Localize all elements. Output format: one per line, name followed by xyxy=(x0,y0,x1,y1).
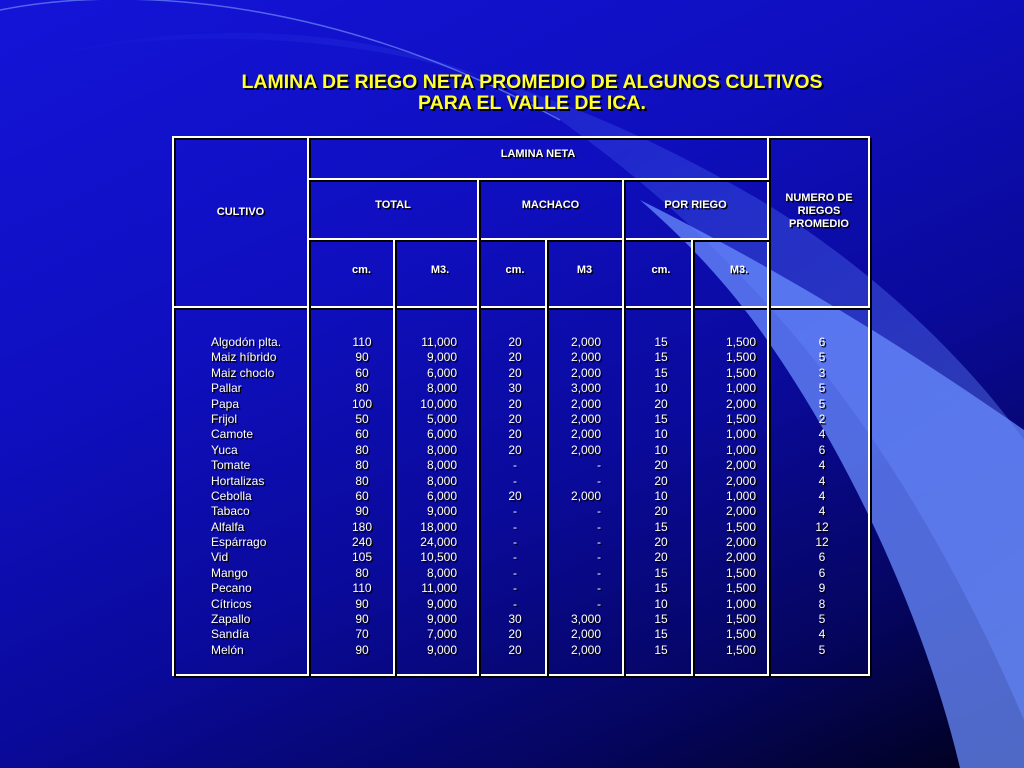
table-cell-numero: 6 xyxy=(818,565,826,580)
table-cell-machaco-m3: 2,000 xyxy=(570,335,601,349)
table-cell-machaco-m3: 2,000 xyxy=(570,642,601,657)
unit-riego-cm: cm. xyxy=(651,264,671,276)
table-cell-riego-cm: 20 xyxy=(654,504,668,519)
title-line-2: PARA EL VALLE DE ICA. xyxy=(418,92,646,114)
unit-machaco-cm: cm. xyxy=(505,264,525,276)
table-cell-total-m3: 11,000 xyxy=(421,581,457,596)
table-cell-total-m3: 9,000 xyxy=(426,596,457,611)
col-divider-riego-m3 xyxy=(691,238,693,676)
table-cell-machaco-cm: 20 xyxy=(508,411,522,426)
col-divider-machaco xyxy=(477,178,479,676)
table-cell-machaco-m3: 3,000 xyxy=(570,381,601,396)
table-cell-numero: 5 xyxy=(818,612,826,627)
table-cell-numero: 4 xyxy=(818,488,826,503)
table-cell-riego-cm: 10 xyxy=(654,488,668,503)
table-cell-numero: 2 xyxy=(818,411,826,426)
header-numero-riegos: NUMERO DE RIEGOS PROMEDIO xyxy=(785,192,853,230)
table-cell-machaco-m3: 2,000 xyxy=(570,427,601,442)
table-border-bottom xyxy=(172,674,870,676)
table-cell-cultivo: Melón xyxy=(211,642,244,657)
column-cultivo xyxy=(211,335,306,658)
table-cell-numero: 4 xyxy=(818,458,826,473)
table-cell-cultivo: Maiz híbrido xyxy=(211,350,277,365)
table-cell-riego-cm: 15 xyxy=(654,335,668,349)
table-cell-cultivo: Alfalfa xyxy=(211,519,245,534)
table-cell-riego-cm: 15 xyxy=(654,365,668,380)
table-cell-riego-m3: 2,000 xyxy=(725,504,756,519)
table-cell-cultivo: Zapallo xyxy=(211,612,251,627)
table-cell-riego-m3: 1,500 xyxy=(725,350,756,365)
column-riego-m3 xyxy=(694,335,756,658)
table-cell-cultivo: Maiz choclo xyxy=(211,365,275,380)
unit-machaco-m3: M3 xyxy=(576,264,593,276)
table-cell-machaco-cm: 20 xyxy=(508,396,522,411)
col-divider-cultivo xyxy=(307,136,309,676)
table-cell-riego-cm: 20 xyxy=(654,396,668,411)
table-cell-total-cm: 110 xyxy=(352,335,372,349)
table-cell-machaco-m3: - xyxy=(597,596,601,611)
table-cell-numero: 4 xyxy=(818,427,826,442)
table-cell-total-m3: 18,000 xyxy=(420,519,457,534)
table-cell-numero: 6 xyxy=(818,442,826,457)
unit-total-cm: cm. xyxy=(352,264,371,276)
table-cell-machaco-m3: - xyxy=(597,565,601,580)
header-machaco: MACHACO xyxy=(521,199,580,211)
table-cell-machaco-m3: 2,000 xyxy=(570,365,601,380)
table-cell-machaco-m3: 2,000 xyxy=(570,396,601,411)
table-cell-numero: 5 xyxy=(818,350,826,365)
table-cell-riego-cm: 20 xyxy=(654,535,668,550)
table-cell-numero: 5 xyxy=(818,642,826,657)
table-cell-total-cm: 80 xyxy=(355,458,369,473)
column-total-m3 xyxy=(396,335,457,658)
header-divider xyxy=(172,306,870,308)
table-cell-riego-m3: 1,000 xyxy=(725,427,756,442)
table-cell-cultivo: Cítricos xyxy=(211,596,252,611)
table-cell-machaco-m3: 3,000 xyxy=(570,612,601,627)
table-cell-cultivo: Tomate xyxy=(211,458,251,473)
table-cell-machaco-m3: - xyxy=(597,535,601,550)
table-cell-riego-cm: 10 xyxy=(654,596,668,611)
table-cell-total-cm: 80 xyxy=(355,565,369,580)
table-border-right xyxy=(868,136,870,676)
table-cell-machaco-m3: - xyxy=(597,458,601,473)
table-cell-riego-cm: 10 xyxy=(654,381,668,396)
table-cell-cultivo: Vid xyxy=(211,550,229,565)
table-cell-machaco-m3: 2,000 xyxy=(570,350,601,365)
table-cell-riego-m3: 1,500 xyxy=(725,612,756,627)
table-cell-numero: 5 xyxy=(818,381,826,396)
table-cell-riego-m3: 1,500 xyxy=(725,411,756,426)
table-cell-total-m3: 7,000 xyxy=(426,627,457,642)
table-cell-total-m3: 8,000 xyxy=(426,565,457,580)
table-cell-machaco-cm: 20 xyxy=(508,335,522,349)
table-cell-cultivo: Camote xyxy=(211,427,254,442)
table-cell-total-m3: 24,000 xyxy=(420,535,457,550)
table-cell-total-cm: 90 xyxy=(355,350,369,365)
table-cell-total-cm: 90 xyxy=(355,612,369,627)
table-cell-riego-m3: 1,000 xyxy=(725,381,756,396)
table-cell-numero: 3 xyxy=(818,365,826,380)
column-machaco-m3 xyxy=(548,335,601,658)
table-cell-numero: 4 xyxy=(818,473,826,488)
table-cell-machaco-cm: 20 xyxy=(508,442,522,457)
table-cell-machaco-cm: - xyxy=(513,458,517,473)
table-cell-total-m3: 10,000 xyxy=(420,396,457,411)
table-cell-riego-m3: 1,000 xyxy=(725,596,756,611)
table-cell-total-cm: 60 xyxy=(355,365,369,380)
table-cell-riego-cm: 20 xyxy=(654,473,668,488)
table-cell-total-m3: 9,000 xyxy=(426,504,457,519)
table-cell-machaco-cm: 20 xyxy=(508,488,522,503)
table-cell-riego-cm: 15 xyxy=(654,519,668,534)
table-cell-total-cm: 80 xyxy=(355,381,369,396)
table-cell-riego-cm: 10 xyxy=(654,442,668,457)
table-cell-machaco-cm: 20 xyxy=(508,427,522,442)
table-cell-cultivo: Sandía xyxy=(211,627,250,642)
table-cell-machaco-cm: 30 xyxy=(508,381,522,396)
table-cell-machaco-m3: - xyxy=(597,581,601,596)
table-cell-total-cm: 80 xyxy=(355,442,369,457)
table-cell-riego-cm: 20 xyxy=(654,458,668,473)
table-cell-total-m3: 6,000 xyxy=(426,488,457,503)
table-cell-riego-cm: 15 xyxy=(654,565,668,580)
table-cell-riego-cm: 20 xyxy=(654,550,668,565)
col-divider-total-m3 xyxy=(393,238,395,676)
table-cell-total-m3: 5,000 xyxy=(426,411,457,426)
table-cell-riego-cm: 15 xyxy=(654,627,668,642)
column-numero-riegos xyxy=(802,335,842,658)
table-cell-cultivo: Hortalizas xyxy=(211,473,265,488)
table-cell-cultivo: Pecano xyxy=(211,581,252,596)
table-cell-total-cm: 180 xyxy=(351,519,373,534)
unit-riego-m3: M3. xyxy=(729,264,749,276)
table-cell-machaco-cm: 20 xyxy=(508,642,522,657)
table-cell-machaco-cm: - xyxy=(513,596,517,611)
table-cell-cultivo: Papa xyxy=(211,396,240,411)
table-cell-total-m3: 9,000 xyxy=(426,642,457,657)
table-cell-machaco-cm: - xyxy=(513,473,517,488)
title-line-1: LAMINA DE RIEGO NETA PROMEDIO DE ALGUNOS CULTIVOS xyxy=(241,71,823,93)
table-cell-numero: 6 xyxy=(818,335,826,349)
table-cell-riego-m3: 1,500 xyxy=(725,642,756,657)
table-cell-total-m3: 6,000 xyxy=(426,427,457,442)
table-cell-riego-m3: 1,500 xyxy=(725,519,756,534)
header-por-riego: POR RIEGO xyxy=(664,199,727,211)
table-cell-riego-m3: 1,500 xyxy=(725,335,756,349)
table-cell-riego-cm: 15 xyxy=(654,612,668,627)
table-cell-cultivo: Algodón plta. xyxy=(211,335,282,349)
table-cell-riego-cm: 15 xyxy=(654,581,668,596)
table-cell-machaco-cm: 20 xyxy=(508,365,522,380)
table-cell-total-m3: 8,000 xyxy=(426,473,457,488)
table-cell-machaco-m3: 2,000 xyxy=(570,488,601,503)
table-cell-numero: 6 xyxy=(818,550,826,565)
table-cell-total-cm: 110 xyxy=(352,581,372,596)
table-cell-machaco-cm: - xyxy=(513,550,517,565)
table-cell-riego-m3: 2,000 xyxy=(725,396,756,411)
table-cell-numero: 4 xyxy=(818,504,826,519)
table-cell-machaco-cm: - xyxy=(513,581,517,596)
table-cell-machaco-cm: - xyxy=(513,565,517,580)
table-cell-numero: 12 xyxy=(815,519,829,534)
subgroup-divider xyxy=(309,238,767,240)
table-cell-riego-m3: 1,000 xyxy=(725,488,756,503)
lamina-neta-divider xyxy=(309,178,767,180)
col-divider-riego xyxy=(622,178,624,676)
table-cell-riego-m3: 1,000 xyxy=(725,442,756,457)
table-cell-riego-m3: 2,000 xyxy=(725,535,756,550)
table-cell-total-m3: 8,000 xyxy=(426,458,457,473)
table-cell-riego-cm: 15 xyxy=(654,411,668,426)
table-cell-total-cm: 70 xyxy=(355,627,369,642)
table-cell-machaco-m3: 2,000 xyxy=(570,442,601,457)
table-cell-riego-cm: 15 xyxy=(654,642,668,657)
table-cell-total-cm: 100 xyxy=(351,396,373,411)
table-cell-cultivo: Cebolla xyxy=(211,488,252,503)
col-divider-machaco-m3 xyxy=(545,238,547,676)
table-cell-total-cm: 90 xyxy=(355,504,369,519)
table-cell-machaco-m3: 2,000 xyxy=(570,627,601,642)
table-cell-riego-m3: 1,500 xyxy=(725,581,756,596)
table-cell-machaco-m3: - xyxy=(597,473,601,488)
column-riego-cm xyxy=(641,335,681,658)
table-cell-machaco-m3: - xyxy=(597,519,601,534)
header-total: TOTAL xyxy=(375,199,411,211)
table-cell-numero: 9 xyxy=(818,581,826,596)
table-cell-riego-m3: 2,000 xyxy=(725,458,756,473)
table-cell-total-m3: 6,000 xyxy=(426,365,457,380)
table-cell-riego-cm: 10 xyxy=(654,427,668,442)
table-cell-riego-cm: 15 xyxy=(654,350,668,365)
table-cell-total-m3: 9,000 xyxy=(426,350,457,365)
table-cell-riego-m3: 2,000 xyxy=(725,550,756,565)
table-cell-machaco-m3: - xyxy=(597,550,601,565)
table-cell-total-cm: 90 xyxy=(355,596,369,611)
table-cell-total-cm: 90 xyxy=(355,642,369,657)
table-cell-numero: 5 xyxy=(818,396,826,411)
table-cell-numero: 4 xyxy=(818,627,826,642)
table-cell-total-cm: 60 xyxy=(355,427,369,442)
table-cell-machaco-cm: - xyxy=(513,535,517,550)
table-cell-machaco-cm: 20 xyxy=(508,627,522,642)
header-cultivo: CULTIVO xyxy=(216,206,265,218)
table-cell-total-cm: 50 xyxy=(355,411,369,426)
table-cell-numero: 12 xyxy=(815,535,829,550)
header-lamina-neta: LAMINA NETA xyxy=(500,148,576,160)
table-cell-cultivo: Mango xyxy=(211,565,248,580)
table-cell-riego-m3: 1,500 xyxy=(725,565,756,580)
table-cell-machaco-cm: - xyxy=(513,504,517,519)
unit-total-m3: M3. xyxy=(430,264,450,276)
table-cell-machaco-cm: 20 xyxy=(508,350,522,365)
table-cell-total-cm: 105 xyxy=(351,550,373,565)
table-cell-total-m3: 9,000 xyxy=(426,612,457,627)
table-cell-total-m3: 8,000 xyxy=(426,381,457,396)
table-cell-cultivo: Frijol xyxy=(211,411,237,426)
table-cell-cultivo: Espárrago xyxy=(211,535,267,550)
table-cell-machaco-m3: 2,000 xyxy=(570,411,601,426)
table-cell-machaco-cm: - xyxy=(513,519,517,534)
table-cell-total-cm: 60 xyxy=(355,488,369,503)
table-cell-riego-m3: 2,000 xyxy=(725,473,756,488)
table-cell-cultivo: Tabaco xyxy=(211,504,250,519)
table-cell-machaco-m3: - xyxy=(597,504,601,519)
table-cell-riego-m3: 1,500 xyxy=(725,365,756,380)
table-cell-riego-m3: 1,500 xyxy=(725,627,756,642)
table-cell-cultivo: Pallar xyxy=(211,381,242,396)
table-border-top xyxy=(172,136,870,138)
table-cell-machaco-cm: 30 xyxy=(508,612,522,627)
table-cell-total-cm: 240 xyxy=(351,535,373,550)
table-cell-cultivo: Yuca xyxy=(211,442,238,457)
table-cell-numero: 8 xyxy=(818,596,826,611)
table-cell-total-m3: 8,000 xyxy=(426,442,457,457)
column-machaco-cm xyxy=(495,335,535,658)
column-total-cm xyxy=(340,335,384,658)
table-cell-total-m3: 10,500 xyxy=(420,550,457,565)
table-cell-total-cm: 80 xyxy=(355,473,369,488)
col-divider-numero xyxy=(767,136,769,676)
table-cell-total-m3: 11,000 xyxy=(421,335,457,349)
